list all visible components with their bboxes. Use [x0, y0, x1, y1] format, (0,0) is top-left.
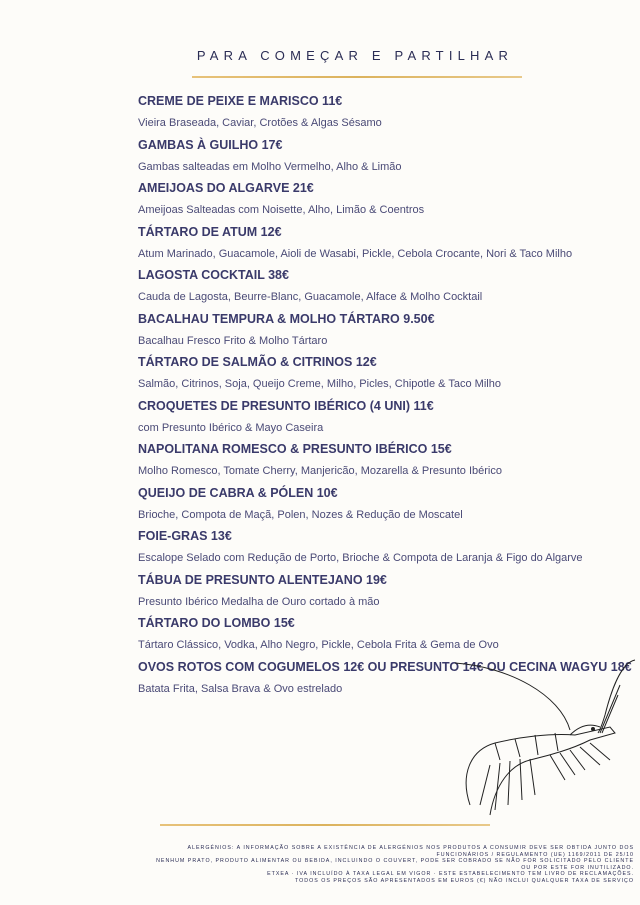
item-name: TÁRTARO DE SALMÃO & CITRINOS 12€: [138, 355, 377, 369]
item-name: OVOS ROTOS COM COGUMELOS 12€ OU PRESUNTO 14€ OU CECINA WAGYU 18€: [138, 659, 632, 674]
section-title: PARA COMEÇAR E PARTILHAR: [196, 48, 514, 63]
menu-list: [138, 93, 630, 702]
item-description: Cauda de Lagosta, Beurre-Blanc, Guacamole, Alface & Molho Cocktail: [138, 291, 483, 303]
item-description: Tártaro Clássico, Vodka, Alho Negro, Pickle, Cebola Frita & Gema de Ovo: [138, 639, 499, 651]
item-description: Presunto Ibérico Medalha de Ouro cortado à mão: [138, 595, 380, 608]
menu-item: [138, 441, 630, 485]
menu-item: [138, 528, 630, 572]
footer-line: ALERGÉNIOS: A INFORMAÇÃO SOBRE A EXISTÊNCIA DE ALERGÉNIOS NOS PRODUTOS A CONSUMIR DEVE SER OBTIDA JUNTO DOS: [187, 845, 634, 851]
bottom-divider: [160, 824, 490, 826]
item-name: AMEIJOAS DO ALGARVE 21€: [138, 181, 314, 195]
item-description: Atum Marinado, Guacamole, Aioli de Wasabi, Pickle, Cebola Crocante, Nori & Taco Milho: [138, 247, 573, 260]
shrimp-illustration: [450, 655, 640, 825]
item-name: TÁRTARO DO LOMBO 15€: [138, 616, 295, 630]
item-name: TÁRTARO DE ATUM 12€: [138, 224, 282, 239]
top-divider: [192, 76, 522, 78]
item-description: Bacalhau Fresco Frito & Molho Tártaro: [138, 334, 328, 347]
item-description: Batata Frita, Salsa Brava & Ovo estrelado: [138, 682, 343, 695]
item-description: Gambas salteadas em Molho Vermelho, Alho & Limão: [138, 160, 402, 173]
item-name: CREME DE PEIXE E MARISCO 11€: [138, 94, 343, 108]
item-description: Brioche, Compota de Maçã, Polen, Nozes & Redução de Moscatel: [138, 508, 463, 521]
footer-line: OU POR ESTE FOR INUTILIZADO.: [521, 864, 634, 871]
item-name: TÁBUA DE PRESUNTO ALENTEJANO 19€: [138, 572, 387, 587]
item-name: GAMBAS À GUILHO 17€: [138, 137, 283, 152]
menu-item: [138, 354, 630, 398]
item-description: Escalope Selado com Redução de Porto, Brioche & Compota de Laranja & Figo do Algarve: [138, 552, 583, 564]
item-name: FOIE-GRAS 13€: [138, 529, 232, 543]
item-name: BACALHAU TEMPURA & MOLHO TÁRTARO 9.50€: [138, 311, 435, 326]
item-description: com Presunto Ibérico & Mayo Caseira: [138, 421, 324, 434]
legal-footer: [34, 845, 634, 885]
footer-line: NENHUM PRATO, PRODUTO ALIMENTAR OU BEBIDA, INCLUINDO O COUVERT, PODE SER COBRADO SE NÃO FOR SOLICITADO PELO CLIENTE: [156, 858, 634, 865]
menu-item: [138, 485, 630, 529]
menu-item: [138, 311, 630, 355]
menu-item: [138, 267, 630, 311]
item-description: Ameijoas Salteadas com Noisette, Alho, Limão & Coentros: [138, 204, 425, 216]
item-description: Salmão, Citrinos, Soja, Queijo Creme, Milho, Picles, Chipotle & Taco Milho: [138, 378, 501, 390]
menu-item: [138, 180, 630, 224]
menu-item: [138, 398, 630, 442]
menu-item: [138, 93, 630, 137]
menu-item: [138, 615, 630, 659]
footer-line: TODOS OS PREÇOS SÃO APRESENTADOS EM EUROS (€) NÃO INCLUI QUALQUER TAXA DE SERVIÇO: [295, 877, 634, 884]
item-description: Vieira Braseada, Caviar, Crotões & Algas Sésamo: [138, 117, 382, 129]
item-name: NAPOLITANA ROMESCO & PRESUNTO IBÉRICO 15€: [138, 442, 452, 456]
item-name: QUEIJO DE CABRA & PÓLEN 10€: [138, 485, 338, 500]
item-name: LAGOSTA COCKTAIL 38€: [138, 268, 289, 282]
footer-line: ETXEA · IVA INCLUÍDO À TAXA LEGAL EM VIGOR · ESTE ESTABELECIMENTO TEM LIVRO DE RECLAMAÇÕES.: [267, 871, 634, 878]
menu-item: [138, 572, 630, 616]
item-name: CROQUETES DE PRESUNTO IBÉRICO (4 UNI) 11€: [138, 398, 434, 413]
menu-item: [138, 137, 630, 181]
item-description: Molho Romesco, Tomate Cherry, Manjericão, Mozarella & Presunto Ibérico: [138, 465, 502, 477]
menu-item: [138, 224, 630, 268]
footer-line: FUNCIONÁRIOS / REGULAMENTO (UE) 1169/2011 DE 25/10: [436, 851, 634, 858]
